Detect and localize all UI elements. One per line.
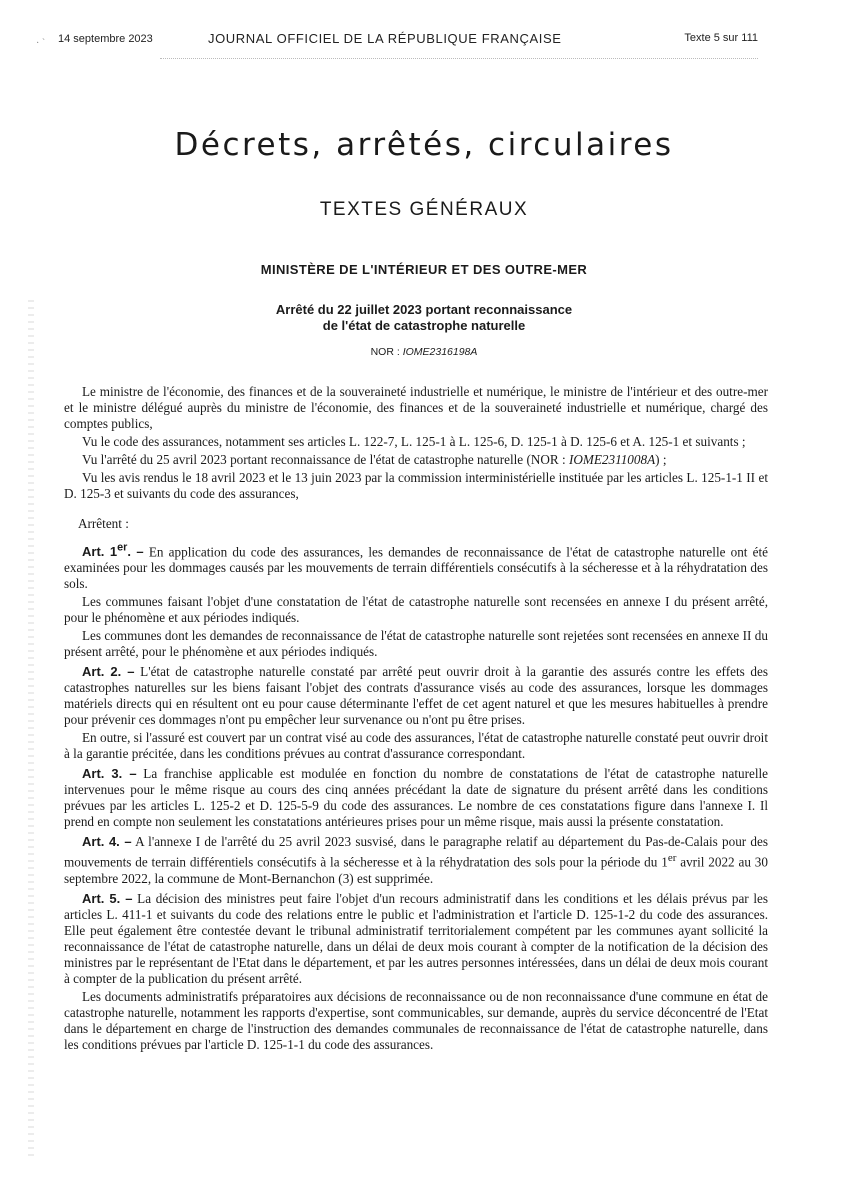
preamble-vu-code: Vu le code des assurances, notamment ses articles L. 122-7, L. 125-1 à L. 125-6, D. 125-1 à D. 125-6 et A. 125-1 et suivants ;: [82, 434, 746, 449]
nor-reference: [0, 346, 848, 358]
scan-mark: · `: [36, 38, 46, 49]
ministry-heading: MINISTÈRE DE L'INTÉRIEUR ET DES OUTRE-MER: [260, 262, 588, 277]
article-3: [64, 766, 768, 830]
main-title: Décrets, arrêtés, circulaires: [174, 127, 674, 163]
article-1-paragraph-2: Les communes faisant l'objet d'une constatation de l'état de catastrophe naturelle sont recensées en annexe I du présent arrêté, pour le phénomène et aux périodes indiqués.: [64, 594, 768, 626]
article-1-text: En application du code des assurances, les demandes de reconnaissance de l'état de catastrophe naturelle ont été examinées pour les dommages causés par les mouvements de terrain différentiels consécutifs à la sécheresse et à la réhydratation des sols.: [64, 544, 769, 592]
arrete-title-line-2: de l'état de catastrophe naturelle: [322, 318, 526, 333]
article-4-text-b: avril 2022 au 30 septembre 2022, la commune de Mont-Bernanchon (3) est supprimée.: [64, 854, 768, 886]
article-5-paragraph-2: Les documents administratifs préparatoires aux décisions de reconnaissance ou de non reconnaissance d'une commune en état de catastrophe naturelle, notamment les rapports d'expertise, sont communicables, sur demande, auprès du service déconcentré de l'Etat dans le département en charge de l'instruction des demandes communales de reconnaissance de l'état de catastrophe naturelle, dans les conditions prévues par l'article D. 125-1-1 du code des assurances.: [64, 988, 768, 1052]
nor-label: NOR :: [370, 346, 403, 358]
article-4-text-a: A l'annexe I de l'arrêté du 25 avril 2023 susvisé, dans le paragraphe relatif au département du Pas-de-Calais pour des mouvements de terrain différentiels consécutifs à la sécheresse et à la réhydratation des sols pour la période du 1: [64, 834, 769, 870]
arrete-title-line-1: Arrêté du 22 juillet 2023 portant reconnaissance: [275, 302, 573, 317]
header-divider: [160, 58, 758, 59]
article-3-label: Art. 3. –: [82, 766, 137, 782]
nor-code: IOME2316198A: [402, 346, 478, 358]
header-journal-title: JOURNAL OFFICIEL DE LA RÉPUBLIQUE FRANÇAISE: [208, 31, 562, 46]
article-1-paragraph-3: Les communes dont les demandes de reconnaissance de l'état de catastrophe naturelle sont rejetées sont recensées en annexe II du présent arrêté, pour le phénomène et aux périodes indiqués.: [64, 628, 768, 660]
article-1-label: [82, 544, 144, 559]
article-4: [64, 834, 768, 886]
article-1-label-end: . –: [127, 544, 144, 560]
header-text-number: Texte 5 sur 111: [684, 32, 758, 44]
vu-arrete-text: Vu l'arrêté du 25 avril 2023 portant reconnaissance de l'état de catastrophe naturelle (NOR :: [82, 452, 569, 467]
article-2: [64, 664, 768, 728]
article-5-label: Art. 5. –: [82, 890, 133, 906]
preamble-vu-arrete: [64, 452, 768, 468]
article-3-text: La franchise applicable est modulée en fonction du nombre de constatations de l'état de catastrophe naturelle intervenues pour le même risque au cours des cinq années précédant la date de signature du présent arrêté dans les conditions prévues par les articles L. 125-2 et D. 125-5-9 du code des assurances. Le nombre de ces constatations figure dans l'annexe I. Il prend en compte non seulement les constatations antérieures prises pour un même risque, mais aussi la présente constatation.: [64, 766, 768, 830]
section-title: TEXTES GÉNÉRAUX: [319, 199, 529, 220]
article-2-label: Art. 2. –: [82, 664, 135, 680]
preamble-intro: Le ministre de l'économie, des finances et de la souveraineté industrielle et numérique, le ministre de l'intérieur et des outre-mer et le ministre délégué auprès du ministre de l'économie, des finances et de la souveraineté industrielle et numérique, chargé des comptes publics,: [64, 384, 768, 431]
vu-arrete-nor-code: IOME2311008A: [568, 452, 656, 467]
header-date: 14 septembre 2023: [58, 33, 153, 45]
page-header: [58, 31, 758, 49]
article-1: [64, 540, 768, 592]
article-1-label-sup: er: [117, 542, 128, 554]
article-5-text: La décision des ministres peut faire l'objet d'un recours administratif dans les conditions et les délais prévus par les articles L. 411-1 et suivants du code des relations entre le public et l'administration et l'article D. 125-1-2 du code des assurances. Elle peut également être contestée devant le tribunal administratif territorialement compétent par les communes ayant sollicité la reconnaissance de l'état de catastrophe naturelle, dans un délai de deux mois courant à compter de la notification de la décision des ministres par le représentant de l'Etat dans le département, et par les autres personnes intéressées, dans un délai de deux mois courant à compter de la publication du présent arrêté.: [64, 890, 769, 986]
vu-arrete-end: ) ;: [655, 452, 667, 467]
article-4-label: Art. 4. –: [82, 834, 132, 850]
document-body: [64, 384, 768, 1055]
article-1-label-main: Art. 1: [82, 544, 118, 560]
scan-edge-noise: [28, 300, 34, 1160]
arrete-title: [0, 302, 848, 334]
preamble-vu-avis: Vu les avis rendus le 18 avril 2023 et le 13 juin 2023 par la commission interministérielle instituée par les articles L. 125-1-1 II et D. 125-3 et suivants du code des assurances,: [64, 470, 768, 501]
article-2-paragraph-2: En outre, si l'assuré est couvert par un contrat visé au code des assurances, l'état de catastrophe naturelle constaté peut ouvrir droit à la garantie précitée, dans les conditions prévues au contrat d'assurance correspondant.: [64, 730, 768, 762]
article-5: [64, 891, 768, 987]
article-2-text: L'état de catastrophe naturelle constaté par arrêté peut ouvrir droit à la garantie des assurés contre les effets des catastrophes naturelles sur les biens faisant l'objet des contrats d'assurance visés au code des assurances, lorsque les dommages matériels directs qui en résultent ont eu pour cause déterminante l'effet de cet agent naturel et que les mesures habituelles à prendre pour prévenir ces dommages n'ont pu empêcher leur survenance ou n'ont pu être prises.: [64, 664, 769, 728]
arretent-heading: Arrêtent :: [78, 516, 129, 531]
article-4-sup: er: [667, 852, 677, 865]
